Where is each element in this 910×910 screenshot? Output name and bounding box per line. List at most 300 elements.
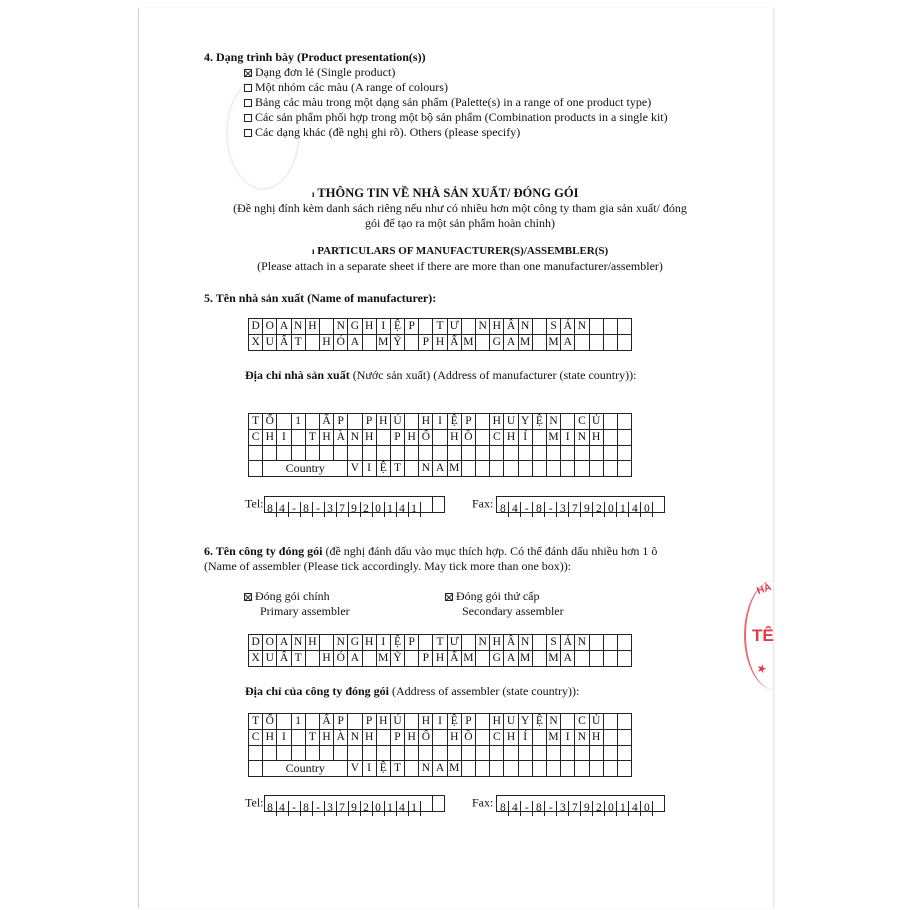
grid-cell[interactable]: H	[376, 414, 390, 430]
grid-cell[interactable]	[617, 446, 631, 461]
grid-cell[interactable]	[305, 414, 319, 430]
grid-cell[interactable]: H	[589, 730, 603, 746]
grid-cell[interactable]: T	[433, 635, 447, 651]
digit-box[interactable]: 8	[497, 502, 509, 517]
grid-cell[interactable]: H	[433, 651, 447, 667]
presentation-option[interactable]	[244, 80, 448, 95]
grid-cell[interactable]	[575, 651, 589, 667]
grid-cell[interactable]	[362, 335, 376, 351]
grid-cell[interactable]	[476, 461, 490, 477]
grid-cell[interactable]: P	[390, 730, 404, 746]
grid-cell[interactable]: P	[362, 714, 376, 730]
grid-cell[interactable]: Ồ	[461, 730, 475, 746]
digit-box[interactable]: 3	[325, 502, 337, 517]
grid-cell[interactable]: C	[249, 430, 263, 446]
grid-cell[interactable]: P	[419, 335, 433, 351]
grid-cell[interactable]: T	[291, 651, 305, 667]
digit-box[interactable]: 3	[557, 801, 569, 816]
assembler-address-grid[interactable]	[248, 713, 632, 777]
grid-cell[interactable]	[490, 461, 504, 477]
grid-cell[interactable]: T	[249, 714, 263, 730]
grid-cell[interactable]: Â	[504, 635, 518, 651]
grid-cell[interactable]: M	[461, 335, 475, 351]
grid-cell[interactable]: G	[348, 635, 362, 651]
digit-box[interactable]: 0	[605, 502, 617, 517]
grid-cell[interactable]	[405, 651, 419, 667]
grid-cell[interactable]: Ệ	[532, 414, 546, 430]
grid-cell[interactable]	[376, 430, 390, 446]
digit-box[interactable]: -	[521, 801, 533, 816]
grid-cell[interactable]	[249, 761, 263, 777]
grid-cell[interactable]: U	[504, 414, 518, 430]
grid-cell[interactable]	[617, 414, 631, 430]
grid-cell[interactable]	[362, 651, 376, 667]
digit-box[interactable]: 1	[409, 502, 421, 517]
grid-cell[interactable]: I	[277, 430, 291, 446]
grid-cell[interactable]	[532, 335, 546, 351]
secondary-assembler-checkbox[interactable]	[445, 593, 453, 601]
grid-cell[interactable]: I	[376, 635, 390, 651]
grid-cell[interactable]	[603, 335, 617, 351]
presentation-option[interactable]	[244, 125, 520, 140]
grid-cell[interactable]: M	[546, 335, 560, 351]
digit-box[interactable]	[421, 497, 433, 512]
grid-cell[interactable]	[617, 319, 631, 335]
grid-cell[interactable]	[433, 430, 447, 446]
assembler-name-grid[interactable]	[248, 634, 632, 667]
digit-box[interactable]: 4	[397, 502, 409, 517]
grid-cell[interactable]: Ỹ	[390, 335, 404, 351]
country-cell[interactable]: M	[447, 761, 461, 777]
grid-cell[interactable]	[447, 746, 461, 761]
grid-cell[interactable]	[518, 461, 532, 477]
grid-cell[interactable]: Ấ	[277, 335, 291, 351]
grid-cell[interactable]: Ổ	[263, 414, 277, 430]
grid-cell[interactable]	[461, 761, 475, 777]
grid-cell[interactable]	[263, 746, 277, 761]
digit-box[interactable]: 4	[277, 502, 289, 517]
presentation-option[interactable]	[244, 110, 668, 125]
grid-cell[interactable]: À	[334, 730, 348, 746]
grid-cell[interactable]: G	[490, 335, 504, 351]
grid-cell[interactable]: H	[362, 319, 376, 335]
grid-cell[interactable]	[390, 746, 404, 761]
digit-box[interactable]: 7	[569, 801, 581, 816]
grid-cell[interactable]: Ư	[447, 319, 461, 335]
grid-cell[interactable]: Ú	[390, 414, 404, 430]
grid-cell[interactable]: O	[263, 635, 277, 651]
grid-cell[interactable]: P	[334, 714, 348, 730]
digit-box[interactable]: 4	[509, 801, 521, 816]
grid-cell[interactable]: H	[490, 414, 504, 430]
grid-cell[interactable]	[603, 446, 617, 461]
presentation-checkbox[interactable]	[244, 69, 252, 77]
grid-cell[interactable]	[376, 446, 390, 461]
grid-cell[interactable]: Y	[518, 714, 532, 730]
digit-box[interactable]: 8	[497, 801, 509, 816]
grid-cell[interactable]	[561, 761, 575, 777]
grid-cell[interactable]: U	[504, 714, 518, 730]
digit-box[interactable]: 8	[301, 502, 313, 517]
grid-cell[interactable]	[575, 761, 589, 777]
grid-cell[interactable]: Ấ	[277, 651, 291, 667]
grid-cell[interactable]: H	[263, 730, 277, 746]
grid-cell[interactable]: H	[376, 714, 390, 730]
primary-assembler-option[interactable]	[244, 589, 330, 604]
grid-cell[interactable]: S	[546, 319, 560, 335]
grid-cell[interactable]: Ư	[447, 635, 461, 651]
grid-cell[interactable]: I	[277, 730, 291, 746]
grid-cell[interactable]: U	[263, 335, 277, 351]
grid-cell[interactable]	[476, 714, 490, 730]
grid-cell[interactable]: Ó	[334, 335, 348, 351]
digit-box[interactable]	[653, 497, 664, 512]
grid-cell[interactable]	[249, 446, 263, 461]
digit-box[interactable]	[433, 497, 444, 512]
grid-cell[interactable]	[405, 746, 419, 761]
digit-box[interactable]: -	[313, 502, 325, 517]
grid-cell[interactable]: C	[490, 430, 504, 446]
grid-cell[interactable]	[476, 761, 490, 777]
country-cell[interactable]: I	[362, 761, 376, 777]
grid-cell[interactable]: N	[575, 319, 589, 335]
manufacturer-tel-boxes[interactable]	[264, 496, 445, 513]
grid-cell[interactable]: T	[249, 414, 263, 430]
country-cell[interactable]: Ệ	[376, 461, 390, 477]
grid-cell[interactable]: A	[277, 319, 291, 335]
digit-box[interactable]: 4	[277, 801, 289, 816]
grid-cell[interactable]	[461, 319, 475, 335]
grid-cell[interactable]: H	[504, 730, 518, 746]
digit-box[interactable]: 2	[593, 502, 605, 517]
grid-cell[interactable]: C	[575, 714, 589, 730]
grid-cell[interactable]	[617, 714, 631, 730]
grid-cell[interactable]: N	[476, 635, 490, 651]
grid-cell[interactable]: I	[561, 430, 575, 446]
grid-cell[interactable]: A	[277, 635, 291, 651]
grid-cell[interactable]: T	[433, 319, 447, 335]
grid-cell[interactable]: A	[504, 651, 518, 667]
grid-cell[interactable]	[561, 414, 575, 430]
grid-cell[interactable]: H	[419, 414, 433, 430]
digit-box[interactable]	[653, 796, 664, 811]
grid-cell[interactable]: I	[376, 319, 390, 335]
grid-cell[interactable]: Ủ	[589, 714, 603, 730]
grid-cell[interactable]	[348, 714, 362, 730]
grid-cell[interactable]: H	[405, 430, 419, 446]
grid-cell[interactable]: N	[476, 319, 490, 335]
grid-cell[interactable]	[334, 446, 348, 461]
grid-cell[interactable]: H	[490, 319, 504, 335]
grid-cell[interactable]: P	[405, 319, 419, 335]
manufacturer-address-grid[interactable]	[248, 413, 632, 477]
grid-cell[interactable]	[476, 746, 490, 761]
grid-cell[interactable]: I	[433, 414, 447, 430]
grid-cell[interactable]: G	[348, 319, 362, 335]
grid-cell[interactable]: I	[433, 714, 447, 730]
grid-cell[interactable]	[461, 635, 475, 651]
grid-cell[interactable]	[461, 746, 475, 761]
digit-box[interactable]: 3	[325, 801, 337, 816]
grid-cell[interactable]: A	[504, 335, 518, 351]
grid-cell[interactable]	[589, 335, 603, 351]
grid-cell[interactable]: H	[405, 730, 419, 746]
grid-cell[interactable]	[603, 761, 617, 777]
grid-cell[interactable]: Ỹ	[390, 651, 404, 667]
country-cell[interactable]: I	[362, 461, 376, 477]
grid-cell[interactable]	[249, 461, 263, 477]
digit-box[interactable]: 1	[385, 502, 397, 517]
grid-cell[interactable]	[348, 414, 362, 430]
grid-cell[interactable]	[532, 761, 546, 777]
digit-box[interactable]	[421, 796, 433, 811]
grid-cell[interactable]	[603, 651, 617, 667]
grid-cell[interactable]	[277, 446, 291, 461]
grid-cell[interactable]: H	[305, 319, 319, 335]
grid-cell[interactable]	[305, 746, 319, 761]
grid-cell[interactable]	[476, 430, 490, 446]
grid-cell[interactable]	[603, 319, 617, 335]
grid-cell[interactable]	[532, 430, 546, 446]
digit-box[interactable]: -	[313, 801, 325, 816]
grid-cell[interactable]	[405, 414, 419, 430]
grid-cell[interactable]: A	[561, 651, 575, 667]
grid-cell[interactable]	[561, 461, 575, 477]
grid-cell[interactable]: Ấ	[319, 714, 333, 730]
grid-cell[interactable]: A	[348, 651, 362, 667]
digit-box[interactable]: 1	[385, 801, 397, 816]
grid-cell[interactable]	[319, 446, 333, 461]
digit-box[interactable]: 2	[361, 502, 373, 517]
grid-cell[interactable]: H	[490, 635, 504, 651]
digit-box[interactable]: 1	[617, 801, 629, 816]
grid-cell[interactable]: Ố	[419, 730, 433, 746]
grid-cell[interactable]	[546, 446, 560, 461]
grid-cell[interactable]	[575, 335, 589, 351]
grid-cell[interactable]: H	[419, 714, 433, 730]
country-cell[interactable]: T	[390, 761, 404, 777]
grid-cell[interactable]	[362, 746, 376, 761]
grid-cell[interactable]: N	[575, 730, 589, 746]
presentation-checkbox[interactable]	[244, 129, 252, 137]
digit-box[interactable]: 4	[509, 502, 521, 517]
grid-cell[interactable]	[348, 746, 362, 761]
grid-cell[interactable]: Ú	[390, 714, 404, 730]
grid-cell[interactable]: P	[390, 430, 404, 446]
grid-cell[interactable]	[532, 319, 546, 335]
grid-cell[interactable]	[561, 714, 575, 730]
digit-box[interactable]: 8	[265, 801, 277, 816]
grid-cell[interactable]	[263, 446, 277, 461]
grid-cell[interactable]	[490, 761, 504, 777]
grid-cell[interactable]	[419, 746, 433, 761]
grid-cell[interactable]: H	[362, 430, 376, 446]
grid-cell[interactable]	[518, 446, 532, 461]
digit-box[interactable]: 4	[629, 801, 641, 816]
grid-cell[interactable]	[334, 746, 348, 761]
grid-cell[interactable]	[603, 714, 617, 730]
digit-box[interactable]: -	[289, 502, 301, 517]
grid-cell[interactable]	[617, 761, 631, 777]
grid-cell[interactable]: Ổ	[263, 714, 277, 730]
grid-cell[interactable]: N	[334, 635, 348, 651]
grid-cell[interactable]	[433, 730, 447, 746]
country-cell[interactable]	[405, 461, 419, 477]
digit-box[interactable]: 8	[533, 801, 545, 816]
grid-cell[interactable]: N	[348, 430, 362, 446]
grid-cell[interactable]	[348, 446, 362, 461]
country-cell[interactable]: A	[433, 461, 447, 477]
grid-cell[interactable]	[461, 461, 475, 477]
grid-cell[interactable]: Ệ	[532, 714, 546, 730]
grid-cell[interactable]: Ệ	[390, 635, 404, 651]
grid-cell[interactable]	[277, 746, 291, 761]
grid-cell[interactable]: Ồ	[461, 430, 475, 446]
grid-cell[interactable]	[390, 446, 404, 461]
grid-cell[interactable]: M	[518, 335, 532, 351]
grid-cell[interactable]: H	[447, 430, 461, 446]
grid-cell[interactable]: N	[334, 319, 348, 335]
grid-cell[interactable]	[532, 746, 546, 761]
digit-box[interactable]: 2	[361, 801, 373, 816]
country-cell[interactable]	[405, 761, 419, 777]
country-cell[interactable]: V	[348, 461, 362, 477]
grid-cell[interactable]	[405, 714, 419, 730]
grid-cell[interactable]: M	[546, 730, 560, 746]
grid-cell[interactable]	[603, 461, 617, 477]
grid-cell[interactable]	[589, 761, 603, 777]
grid-cell[interactable]: N	[575, 430, 589, 446]
presentation-checkbox[interactable]	[244, 114, 252, 122]
grid-cell[interactable]	[589, 746, 603, 761]
digit-box[interactable]: 0	[373, 502, 385, 517]
grid-cell[interactable]	[617, 461, 631, 477]
digit-box[interactable]: -	[521, 502, 533, 517]
grid-cell[interactable]	[490, 746, 504, 761]
digit-box[interactable]: 7	[337, 801, 349, 816]
grid-cell[interactable]: H	[490, 714, 504, 730]
grid-cell[interactable]	[575, 461, 589, 477]
presentation-option[interactable]	[244, 95, 651, 110]
grid-cell[interactable]	[561, 746, 575, 761]
digit-box[interactable]: 8	[265, 502, 277, 517]
grid-cell[interactable]: 1	[291, 714, 305, 730]
grid-cell[interactable]: H	[263, 430, 277, 446]
grid-cell[interactable]: X	[249, 651, 263, 667]
grid-cell[interactable]	[419, 635, 433, 651]
country-cell[interactable]: M	[447, 461, 461, 477]
grid-cell[interactable]: T	[305, 730, 319, 746]
grid-cell[interactable]	[305, 335, 319, 351]
grid-cell[interactable]	[504, 446, 518, 461]
grid-cell[interactable]: N	[575, 635, 589, 651]
digit-box[interactable]: -	[545, 502, 557, 517]
grid-cell[interactable]	[518, 746, 532, 761]
grid-cell[interactable]: Â	[504, 319, 518, 335]
grid-cell[interactable]: H	[589, 430, 603, 446]
digit-box[interactable]: 0	[373, 801, 385, 816]
grid-cell[interactable]: P	[419, 651, 433, 667]
grid-cell[interactable]: M	[376, 651, 390, 667]
grid-cell[interactable]	[447, 446, 461, 461]
grid-cell[interactable]	[603, 414, 617, 430]
grid-cell[interactable]: I	[561, 730, 575, 746]
digit-box[interactable]: 3	[557, 502, 569, 517]
grid-cell[interactable]	[617, 730, 631, 746]
grid-cell[interactable]: D	[249, 319, 263, 335]
grid-cell[interactable]	[433, 746, 447, 761]
grid-cell[interactable]: Ẩ	[447, 335, 461, 351]
grid-cell[interactable]: T	[305, 430, 319, 446]
grid-cell[interactable]: À	[334, 430, 348, 446]
primary-assembler-checkbox[interactable]	[244, 593, 252, 601]
manufacturer-name-grid[interactable]	[248, 318, 632, 351]
grid-cell[interactable]: Ệ	[447, 714, 461, 730]
grid-cell[interactable]	[617, 430, 631, 446]
grid-cell[interactable]	[476, 651, 490, 667]
grid-cell[interactable]	[504, 761, 518, 777]
grid-cell[interactable]: Ủ	[589, 414, 603, 430]
grid-cell[interactable]	[589, 651, 603, 667]
digit-box[interactable]: -	[545, 801, 557, 816]
grid-cell[interactable]	[532, 730, 546, 746]
grid-cell[interactable]: Ệ	[390, 319, 404, 335]
grid-cell[interactable]	[305, 714, 319, 730]
grid-cell[interactable]: N	[546, 414, 560, 430]
grid-cell[interactable]: C	[490, 730, 504, 746]
grid-cell[interactable]	[546, 461, 560, 477]
grid-cell[interactable]: A	[561, 335, 575, 351]
grid-cell[interactable]	[617, 635, 631, 651]
grid-cell[interactable]	[518, 761, 532, 777]
grid-cell[interactable]	[305, 446, 319, 461]
grid-cell[interactable]: H	[362, 635, 376, 651]
grid-cell[interactable]: H	[319, 430, 333, 446]
grid-cell[interactable]: T	[291, 335, 305, 351]
grid-cell[interactable]: H	[305, 635, 319, 651]
presentation-option[interactable]	[244, 65, 395, 80]
grid-cell[interactable]: H	[319, 335, 333, 351]
country-cell[interactable]: V	[348, 761, 362, 777]
grid-cell[interactable]	[476, 335, 490, 351]
digit-box[interactable]: 4	[397, 801, 409, 816]
grid-cell[interactable]: P	[362, 414, 376, 430]
grid-cell[interactable]	[589, 461, 603, 477]
grid-cell[interactable]: Í	[518, 430, 532, 446]
manufacturer-fax-boxes[interactable]	[496, 496, 665, 513]
grid-cell[interactable]: G	[490, 651, 504, 667]
grid-cell[interactable]: P	[461, 414, 475, 430]
digit-box[interactable]: 4	[629, 502, 641, 517]
grid-cell[interactable]	[589, 319, 603, 335]
grid-cell[interactable]	[291, 746, 305, 761]
grid-cell[interactable]: H	[319, 730, 333, 746]
grid-cell[interactable]: M	[546, 430, 560, 446]
grid-cell[interactable]: O	[263, 319, 277, 335]
digit-box[interactable]: 1	[409, 801, 421, 816]
digit-box[interactable]: -	[289, 801, 301, 816]
grid-cell[interactable]: N	[546, 714, 560, 730]
digit-box[interactable]: 8	[533, 502, 545, 517]
grid-cell[interactable]: Ó	[334, 651, 348, 667]
grid-cell[interactable]: H	[433, 335, 447, 351]
digit-box[interactable]: 0	[605, 801, 617, 816]
grid-cell[interactable]	[277, 714, 291, 730]
grid-cell[interactable]	[249, 746, 263, 761]
digit-box[interactable]: 0	[641, 801, 653, 816]
presentation-checkbox[interactable]	[244, 84, 252, 92]
grid-cell[interactable]	[362, 446, 376, 461]
